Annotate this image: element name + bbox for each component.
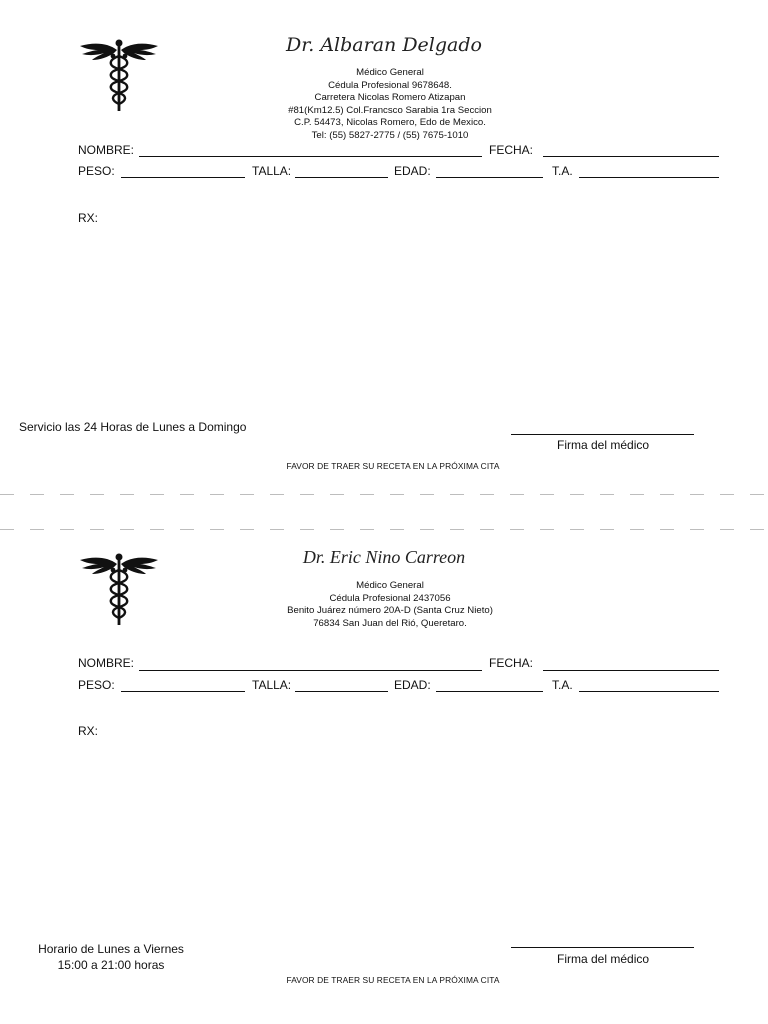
info-line: #81(Km12.5) Col.Francsco Sarabia 1ra Seccion [288, 104, 492, 116]
service-note: Servicio las 24 Horas de Lunes a Domingo [19, 420, 247, 434]
info-line: Tel: (55) 5827-2775 / (55) 7675-1010 [311, 129, 469, 141]
talla-label: TALLA: [252, 164, 292, 178]
ta-label: T.A. [552, 164, 573, 178]
schedule-line: Horario de Lunes a Viernes [38, 942, 184, 956]
talla-label: TALLA: [252, 678, 292, 692]
nombre-field[interactable] [139, 670, 482, 671]
info-line: Cédula Profesional 9678648. [328, 79, 452, 91]
ta-field[interactable] [579, 177, 719, 178]
fecha-field[interactable] [543, 156, 719, 157]
nombre-label: NOMBRE: [78, 143, 135, 157]
talla-field[interactable] [295, 177, 388, 178]
ta-label: T.A. [552, 678, 573, 692]
edad-label: EDAD: [394, 678, 431, 692]
cut-line [0, 529, 768, 530]
schedule-line: 15:00 a 21:00 horas [57, 958, 165, 972]
fecha-label: FECHA: [489, 656, 534, 670]
info-line: Carretera Nicolas Romero Atizapan [314, 92, 466, 104]
edad-field[interactable] [436, 177, 543, 178]
talla-field[interactable] [295, 691, 388, 692]
info-line: Benito Juárez número 20A-D (Santa Cruz Nieto) [287, 605, 493, 617]
signature-label: Firma del médico [557, 952, 650, 966]
doctor-name: Dr. Eric Nino Carreon [302, 547, 466, 567]
info-line: Cédula Profesional 2437056 [329, 592, 451, 604]
peso-field[interactable] [121, 177, 245, 178]
info-line: C.P. 54473, Nicolas Romero, Edo de Mexico. [294, 117, 486, 129]
signature-label: Firma del médico [557, 438, 650, 452]
edad-label: EDAD: [394, 164, 431, 178]
peso-label: PESO: [78, 678, 115, 692]
signature-line[interactable] [511, 434, 694, 435]
ta-field[interactable] [579, 691, 719, 692]
edad-field[interactable] [436, 691, 543, 692]
info-line: Médico General [356, 580, 424, 591]
rx-label: RX: [78, 211, 99, 225]
rx-label: RX: [78, 724, 99, 738]
fecha-field[interactable] [543, 670, 719, 671]
peso-label: PESO: [78, 164, 115, 178]
nombre-field[interactable] [139, 156, 482, 157]
footer-note: FAVOR DE TRAER SU RECETA EN LA PRÓXIMA CITA [286, 461, 500, 471]
peso-field[interactable] [121, 691, 245, 692]
doctor-info [200, 67, 580, 143]
nombre-label: NOMBRE: [78, 656, 135, 670]
signature-line[interactable] [511, 947, 694, 948]
info-line: Médico General [356, 67, 424, 78]
cut-line [0, 494, 768, 495]
info-line: 76834 San Juan del Rió, Queretaro. [313, 617, 467, 629]
doctor-info [200, 580, 580, 630]
doctor-name: Dr. Albaran Delgado [286, 34, 482, 56]
footer-note: FAVOR DE TRAER SU RECETA EN LA PRÓXIMA CITA [286, 975, 500, 985]
fecha-label: FECHA: [489, 143, 534, 157]
